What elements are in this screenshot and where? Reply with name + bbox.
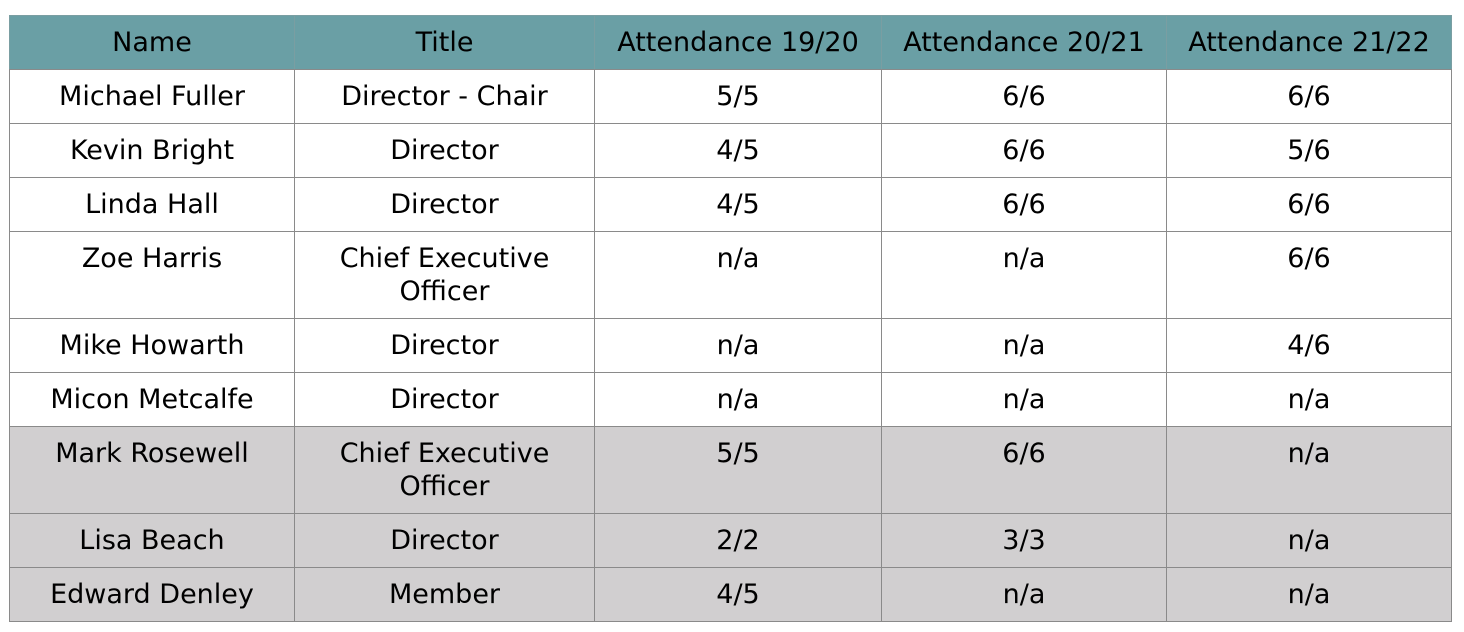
- cell-attendance-21-22: 6/6: [1167, 70, 1452, 124]
- cell-title: Director: [295, 178, 595, 232]
- cell-title: Chief Executive Officer: [295, 232, 595, 319]
- cell-attendance-20-21: 6/6: [882, 70, 1167, 124]
- table-row: [10, 178, 1452, 232]
- table-row: [10, 373, 1452, 427]
- cell-title: Chief Executive Officer: [295, 427, 595, 514]
- cell-attendance-21-22: n/a: [1167, 568, 1452, 622]
- cell-attendance-19-20: 5/5: [595, 70, 882, 124]
- cell-title: Director: [295, 124, 595, 178]
- cell-attendance-20-21: 6/6: [882, 427, 1167, 514]
- cell-attendance-19-20: n/a: [595, 319, 882, 373]
- cell-attendance-21-22: n/a: [1167, 373, 1452, 427]
- table-row: [10, 319, 1452, 373]
- cell-attendance-19-20: n/a: [595, 232, 882, 319]
- cell-attendance-21-22: n/a: [1167, 514, 1452, 568]
- attendance-table: [9, 15, 1452, 622]
- table-row: [10, 70, 1452, 124]
- cell-attendance-19-20: 2/2: [595, 514, 882, 568]
- table-header-row: [10, 16, 1452, 70]
- cell-attendance-20-21: n/a: [882, 568, 1167, 622]
- cell-name: Edward Denley: [10, 568, 295, 622]
- cell-title: Director: [295, 514, 595, 568]
- cell-title: Member: [295, 568, 595, 622]
- cell-attendance-21-22: 4/6: [1167, 319, 1452, 373]
- cell-name: Lisa Beach: [10, 514, 295, 568]
- column-header-attendance-21-22: Attendance 21/22: [1167, 16, 1452, 70]
- table-row-former-member: [10, 568, 1452, 622]
- cell-attendance-20-21: n/a: [882, 232, 1167, 319]
- column-header-title: Title: [295, 16, 595, 70]
- cell-attendance-19-20: n/a: [595, 373, 882, 427]
- cell-attendance-19-20: 4/5: [595, 124, 882, 178]
- table-row: [10, 232, 1452, 319]
- cell-title: Director - Chair: [295, 70, 595, 124]
- cell-name: Mike Howarth: [10, 319, 295, 373]
- cell-attendance-20-21: n/a: [882, 373, 1167, 427]
- cell-attendance-19-20: 4/5: [595, 178, 882, 232]
- column-header-attendance-19-20: Attendance 19/20: [595, 16, 882, 70]
- cell-attendance-21-22: 5/6: [1167, 124, 1452, 178]
- cell-attendance-19-20: 4/5: [595, 568, 882, 622]
- attendance-table-container: [9, 15, 1451, 622]
- cell-attendance-21-22: n/a: [1167, 427, 1452, 514]
- cell-attendance-20-21: 6/6: [882, 124, 1167, 178]
- cell-name: Micon Metcalfe: [10, 373, 295, 427]
- cell-attendance-20-21: n/a: [882, 319, 1167, 373]
- cell-attendance-20-21: 6/6: [882, 178, 1167, 232]
- table-row: [10, 124, 1452, 178]
- cell-name: Kevin Bright: [10, 124, 295, 178]
- cell-title: Director: [295, 319, 595, 373]
- cell-attendance-21-22: 6/6: [1167, 178, 1452, 232]
- table-row-former-member: [10, 514, 1452, 568]
- cell-name: Zoe Harris: [10, 232, 295, 319]
- cell-name: Linda Hall: [10, 178, 295, 232]
- cell-attendance-20-21: 3/3: [882, 514, 1167, 568]
- cell-attendance-19-20: 5/5: [595, 427, 882, 514]
- table-row-former-member: [10, 427, 1452, 514]
- cell-title: Director: [295, 373, 595, 427]
- column-header-attendance-20-21: Attendance 20/21: [882, 16, 1167, 70]
- cell-name: Mark Rosewell: [10, 427, 295, 514]
- cell-name: Michael Fuller: [10, 70, 295, 124]
- column-header-name: Name: [10, 16, 295, 70]
- cell-attendance-21-22: 6/6: [1167, 232, 1452, 319]
